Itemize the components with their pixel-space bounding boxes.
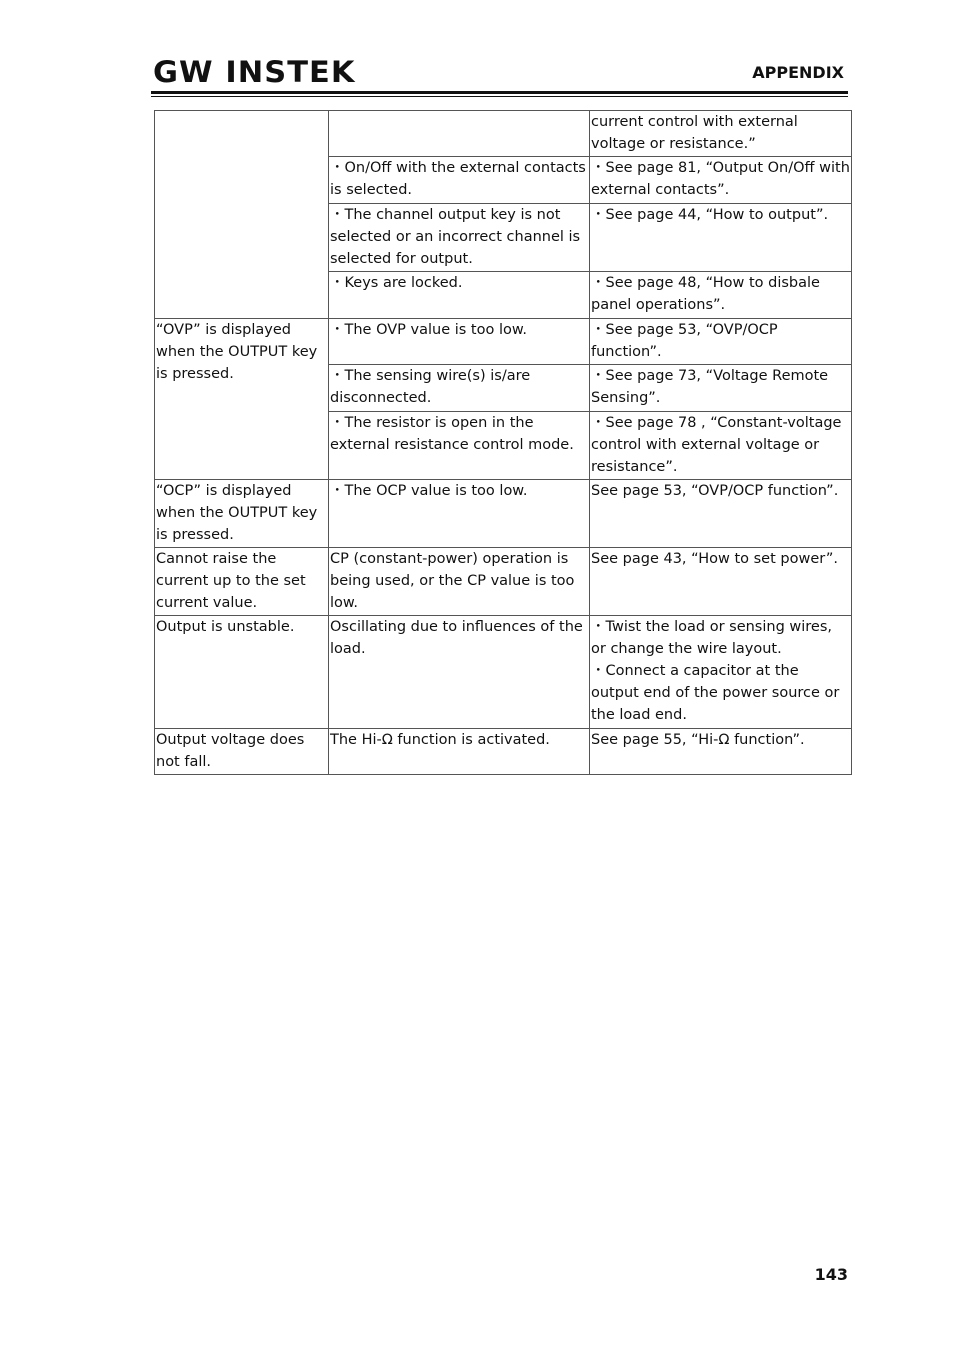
remedy-cell: See page 53, “OVP/OCP function”.: [590, 480, 852, 548]
symptom-cell: “OVP” is displayed when the OUTPUT key is pressed.: [155, 319, 329, 480]
header-rule-thin: [151, 96, 848, 97]
remedy-cell: ・See page 73, “Voltage Remote Sensing”.: [590, 365, 852, 412]
table-row: [155, 616, 852, 729]
remedy-line: ・Connect a capacitor at the output end of the power source or the load end.: [591, 663, 840, 723]
header-rule-thick: [151, 91, 848, 94]
remedy-cell: See page 43, “How to set power”.: [590, 548, 852, 616]
remedy-cell: ・See page 44, “How to output”.: [590, 204, 852, 272]
symptom-cell: Output voltage does not fall.: [155, 729, 329, 775]
cause-cell: ・The sensing wire(s) is/are disconnected.: [329, 365, 590, 412]
remedy-cell: ・See page 78 , “Constant-voltage control with external voltage or resistance”.: [590, 412, 852, 480]
symptom-cell: “OCP” is displayed when the OUTPUT key is pressed.: [155, 480, 329, 548]
section-title: APPENDIX: [752, 63, 844, 82]
table-row: [155, 548, 852, 616]
table-row: [155, 480, 852, 548]
cause-cell: CP (constant-power) operation is being used, or the CP value is too low.: [329, 548, 590, 616]
cause-cell: Oscillating due to influences of the load.: [329, 616, 590, 729]
cause-cell: ・The OCP value is too low.: [329, 480, 590, 548]
symptom-cell: Output is unstable.: [155, 616, 329, 729]
cause-cell: The Hi-Ω function is activated.: [329, 729, 590, 775]
cause-cell: ・The channel output key is not selected or an incorrect channel is selected for output.: [329, 204, 590, 272]
symptom-cell: Cannot raise the current up to the set current value.: [155, 548, 329, 616]
remedy-cell: See page 55, “Hi-Ω function”.: [590, 729, 852, 775]
remedy-line: ・Twist the load or sensing wires, or change the wire layout.: [591, 619, 833, 657]
table-row: [155, 729, 852, 775]
symptom-cell: [155, 111, 329, 319]
table-row: [155, 319, 852, 365]
cause-cell: ・The resistor is open in the external resistance control mode.: [329, 412, 590, 480]
remedy-cell: ・See page 53, “OVP/OCP function”.: [590, 319, 852, 365]
remedy-cell: current control with external voltage or resistance.”: [590, 111, 852, 157]
troubleshooting-table: [154, 110, 852, 775]
cause-cell: [329, 111, 590, 157]
cause-cell: ・Keys are locked.: [329, 272, 590, 319]
gw-instek-logo: GW INSTEK: [153, 55, 356, 89]
cause-cell: ・The OVP value is too low.: [329, 319, 590, 365]
page-number: 143: [814, 1265, 848, 1284]
table-row: [155, 111, 852, 157]
cause-cell: ・On/Off with the external contacts is selected.: [329, 157, 590, 204]
remedy-cell: [590, 616, 852, 729]
remedy-cell: ・See page 81, “Output On/Off with external contacts”.: [590, 157, 852, 204]
remedy-cell: ・See page 48, “How to disbale panel operations”.: [590, 272, 852, 319]
